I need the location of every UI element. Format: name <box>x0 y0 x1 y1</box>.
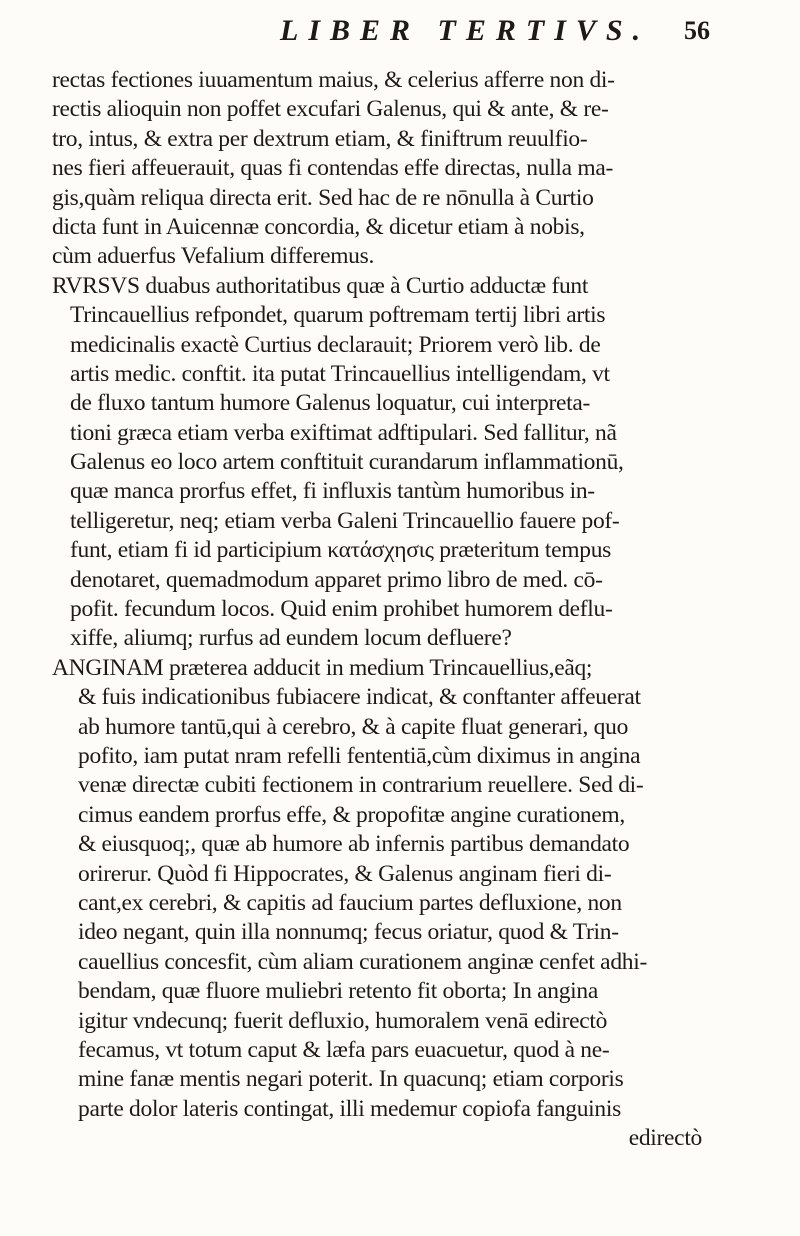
text-line: artis medic. conftit. ita putat Trincauellius intelligendam, vt <box>70 360 610 387</box>
text-line: orirerur. Quòd fi Hippocrates, & Galenus anginam fieri di- <box>78 860 612 887</box>
text-line: funt, etiam fi id participium κατάσχησις præteritum tempus <box>70 537 612 564</box>
text-line: tioni græca etiam verba exiftimat adftipulari. Sed fallitur, nã <box>70 419 617 446</box>
paragraph-start-rursus: RVRSVS duabus authoritatibus quæ à Curtio adductæ funt <box>52 272 589 299</box>
text-line: denotaret, quemadmodum apparet primo libro de med. cō- <box>70 566 603 593</box>
text-line: gis,quàm reliqua directa erit. Sed hac de re nōnulla à Curtio <box>52 184 594 211</box>
text-line: xiffe, aliumq; rurfus ad eundem locum defluere? <box>70 625 512 652</box>
text-line: rectas fectiones iuuamentum maius, & celerius afferre non di- <box>52 67 615 93</box>
text-line: venæ directæ cubiti fectionem in contrarium reuellere. Sed di- <box>78 772 644 799</box>
page-header <box>280 14 710 54</box>
text-line: cant,ex cerebri, & capitis ad faucium partes defluxione, non <box>78 889 622 916</box>
text-line: nes fieri affeuerauit, quas fi contendas effe directas, nulla ma- <box>52 155 614 182</box>
running-title: LIBER TERTIVS. <box>280 14 651 47</box>
text-line: parte dolor lateris contingat, illi medemur copiofa fanguinis <box>78 1095 621 1122</box>
text-body <box>52 66 772 1153</box>
text-line: fecamus, vt totum caput & læfa pars euacuetur, quod à ne- <box>78 1036 610 1063</box>
text-line: cimus eandem prorfus effe, & propofitæ angine curationem, <box>78 801 625 828</box>
catchword: edirectò <box>628 1125 702 1152</box>
text-line: Trincauellius refpondet, quarum poftremam tertij libri artis <box>70 302 606 329</box>
text-line: & eiusquoq;, quæ ab humore ab infernis partibus demandato <box>78 831 630 858</box>
text-line: medicinalis exactè Curtius declarauit; Priorem verò lib. de <box>70 331 601 358</box>
text-line: Galenus eo loco artem conftituit curandarum inflammationū, <box>70 449 624 476</box>
text-line: ideo negant, quin illa nonnumq; fecus oriatur, quod & Trin- <box>78 919 619 946</box>
text-line: quæ manca prorfus effet, fi influxis tantùm humoribus in- <box>70 478 595 505</box>
text-line: mine fanæ mentis negari poterit. In quacunq; etiam corporis <box>78 1066 624 1093</box>
text-line: igitur vndecunq; fuerit defluxio, humoralem venā edirectò <box>78 1007 608 1034</box>
text-line: cauellius concesfit, cùm aliam curationem anginæ cenfet adhi- <box>78 948 647 975</box>
text-line: cùm aduerfus Vefalium differemus. <box>52 243 375 270</box>
text-line: rectis alioquin non poffet excufari Galenus, qui & ante, & re- <box>52 96 609 123</box>
page-number: 56 <box>684 16 710 45</box>
text-line: dicta funt in Auicennæ concordia, & dicetur etiam à nobis, <box>52 213 585 240</box>
text-line: bendam, quæ fluore muliebri retento fit oborta; In angina <box>78 978 598 1005</box>
text-line: pofit. fecundum locos. Quid enim prohibet humorem deflu- <box>70 596 613 623</box>
text-line: tro, intus, & extra per dextrum etiam, & finiftrum reuulfio- <box>52 125 588 152</box>
text-line: pofito, iam putat nram refelli fententiā,cùm diximus in angina <box>78 742 641 769</box>
paragraph-start-anginam: ANGINAM præterea adducit in medium Trincauellius,eãq; <box>52 654 593 681</box>
text-line: & fuis indicationibus fubiacere indicat, & conftanter affeuerat <box>78 684 641 711</box>
text-line: telligeretur, neq; etiam verba Galeni Trincauellio fauere pof- <box>70 507 620 534</box>
text-line: de fluxo tantum humore Galenus loquatur, cui interpreta- <box>70 390 590 417</box>
text-line: ab humore tantū,qui à cerebro, & à capite fluat generari, quo <box>78 713 629 740</box>
